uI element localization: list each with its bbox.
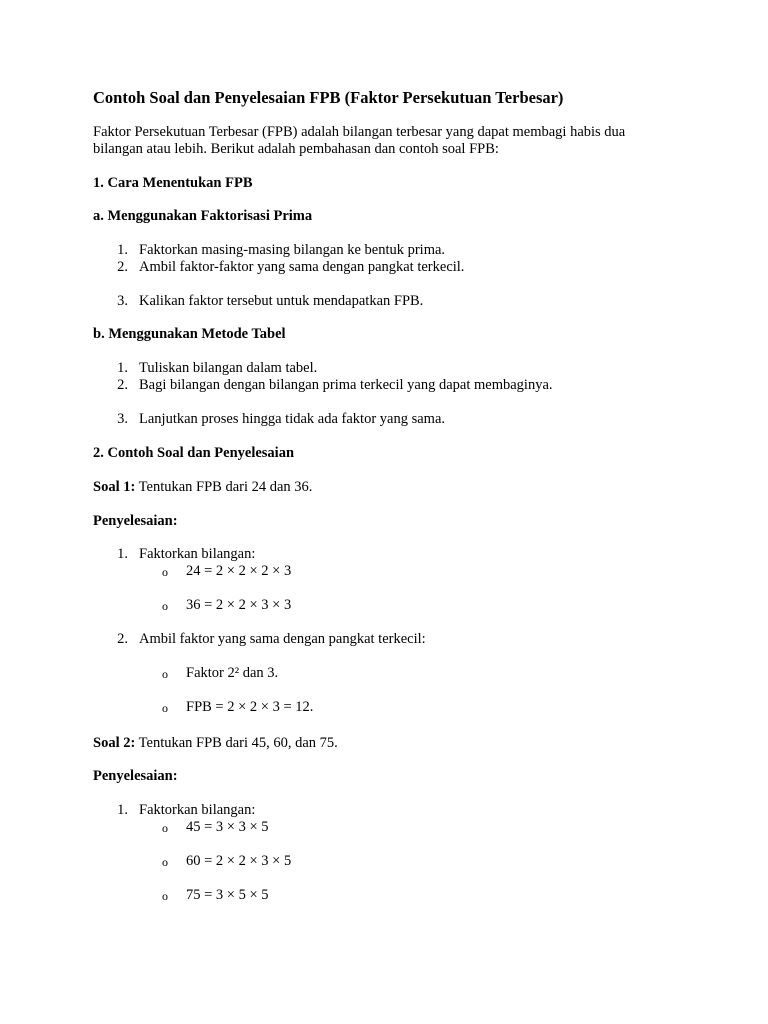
list-number: 2. <box>117 377 128 393</box>
sub-list-item: 60 = 2 × 2 × 3 × 5 <box>186 853 292 869</box>
list-number: 1. <box>117 546 128 562</box>
list-number: 1. <box>117 360 128 376</box>
list-number: 3. <box>117 411 128 427</box>
bullet-marker: o <box>162 667 168 681</box>
list-item: Ambil faktor-faktor yang sama dengan pangkat terkecil. <box>139 259 465 275</box>
list-item: Lanjutkan proses hingga tidak ada faktor yang sama. <box>139 411 446 427</box>
sub-list-item: 24 = 2 × 2 × 2 × 3 <box>186 563 292 579</box>
list-number: 1. <box>117 242 128 258</box>
sub-list-item: FPB = 2 × 2 × 3 = 12. <box>186 699 314 715</box>
list-item: Faktorkan bilangan: <box>139 546 256 562</box>
list-number: 1. <box>117 802 128 818</box>
sub-list-item: 45 = 3 × 3 × 5 <box>186 819 269 835</box>
list-item: Faktorkan masing-masing bilangan ke bentuk prima. <box>139 242 446 258</box>
list-number: 3. <box>117 293 128 309</box>
soal-2-question: Tentukan FPB dari 45, 60, dan 75. <box>135 735 338 751</box>
section-2-heading: 2. Contoh Soal dan Penyelesaian <box>93 445 295 461</box>
method-b-heading: b. Menggunakan Metode Tabel <box>93 326 286 342</box>
bullet-marker: o <box>162 599 168 613</box>
solution-2-label: Penyelesaian: <box>93 768 178 784</box>
sub-list-item: 75 = 3 × 5 × 5 <box>186 887 269 903</box>
list-item: Faktorkan bilangan: <box>139 802 256 818</box>
bullet-marker: o <box>162 701 168 715</box>
intro-line-1: Faktor Persekutuan Terbesar (FPB) adalah bilangan terbesar yang dapat membagi habis dua <box>93 124 626 140</box>
list-item: Kalikan faktor tersebut untuk mendapatkan FPB. <box>139 293 424 309</box>
list-number: 2. <box>117 259 128 275</box>
intro-line-2: bilangan atau lebih. Berikut adalah pembahasan dan contoh soal FPB: <box>93 141 499 157</box>
bullet-marker: o <box>162 565 168 579</box>
method-a-heading: a. Menggunakan Faktorisasi Prima <box>93 208 313 224</box>
sub-list-item: 36 = 2 × 2 × 3 × 3 <box>186 597 292 613</box>
bullet-marker: o <box>162 855 168 869</box>
soal-2-label: Soal 2: <box>93 735 136 751</box>
bullet-marker: o <box>162 821 168 835</box>
soal-2 <box>93 735 338 752</box>
soal-1 <box>93 479 312 496</box>
section-1-heading: 1. Cara Menentukan FPB <box>93 175 253 191</box>
solution-1-label: Penyelesaian: <box>93 513 178 529</box>
list-item: Ambil faktor yang sama dengan pangkat terkecil: <box>139 631 426 647</box>
page-title: Contoh Soal dan Penyelesaian FPB (Faktor Persekutuan Terbesar) <box>93 88 564 107</box>
soal-1-label: Soal 1: <box>93 479 136 495</box>
list-item: Tuliskan bilangan dalam tabel. <box>139 360 318 376</box>
list-number: 2. <box>117 631 128 647</box>
sub-list-item: Faktor 2² dan 3. <box>186 665 279 681</box>
bullet-marker: o <box>162 889 168 903</box>
list-item: Bagi bilangan dengan bilangan prima terkecil yang dapat membaginya. <box>139 377 553 393</box>
soal-1-question: Tentukan FPB dari 24 dan 36. <box>135 479 313 495</box>
